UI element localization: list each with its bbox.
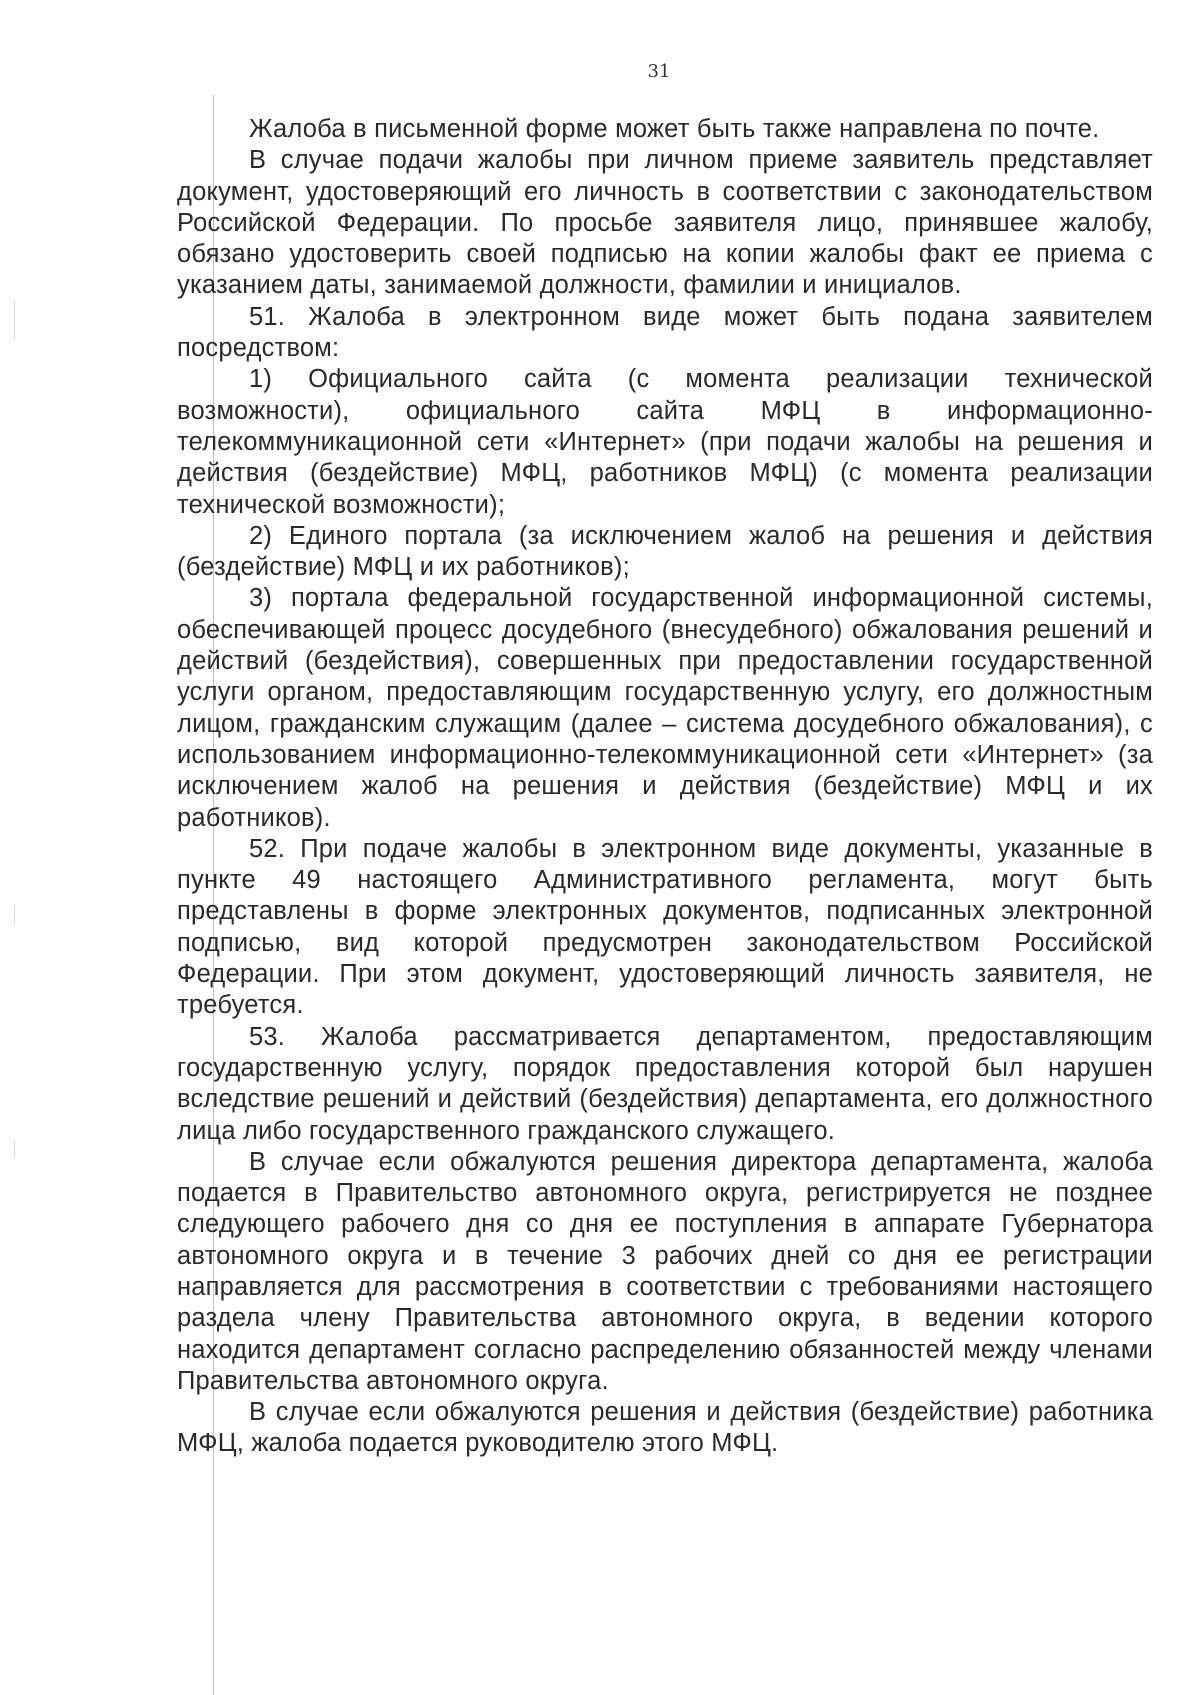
scan-edge-mark [14,1140,15,1158]
paragraph: В случае если обжалуются решения директора департамента, жалоба подается в Правительство автономного округа, регистрируется не позднее следующего рабочего дня со дня ее поступления в аппарате Губернатора автономного округа и в течение 3 рабочих дней со дня ее регистрации направляется для рассмотрения в соответствии с требованиями настоящего раздела члену Правительства автономного округа, в ведении которого находится департамент согласно распределению обязанностей между членами Правительства автономного округа. [177,1147,1153,1395]
paragraph: 51. Жалоба в электронном виде может быть подана заявителем посредством: [177,302,1153,363]
paragraph: Жалоба в письменной форме может быть также направлена по почте. [249,115,1100,143]
scan-edge-mark [14,905,15,925]
paragraph: 53. Жалоба рассматривается департаментом, предоставляющим государственную услугу, порядок предоставления которой был нарушен вследствие решений и действий (бездействия) департамента, его должностного лица либо государственного гражданского служащего. [177,1022,1153,1145]
paragraph: В случае подачи жалобы при личном приеме заявитель представляет документ, удостоверяющий его личность в соответствии с законодательством Российской Федерации. По просьбе заявителя лицо, принявшее жалобу, обязано удостоверить своей подписью на копии жалобы факт ее приема с указанием даты, занимаемой должности, фамилии и инициалов. [177,146,1153,300]
paragraph: 1) Официального сайта (с момента реализации технической возможности), официального сайта МФЦ в информационно-телекоммуникационной сети «Интернет» (при подачи жалобы на решения и действия (бездействие) МФЦ, работников МФЦ) (с момента реализации технической возможности); [177,365,1153,519]
paragraph: В случае если обжалуются решения и действия (бездействие) работника МФЦ, жалоба подается руководителю этого МФЦ. [177,1398,1153,1458]
scan-edge-mark [14,300,15,340]
document-body [177,114,1153,1460]
paragraph: 3) портала федеральной государственной информационной системы, обеспечивающей процесс досудебного (внесудебного) обжалования решений и действий (бездействия), совершенных при предоставлении государственной услуги органом, предоставляющим государственную услугу, его должностным лицом, гражданским служащим (далее – система досудебного обжалования), с использованием информационно-телекоммуникационной сети «Интернет» (за исключением жалоб на решения и действия (бездействие) МФЦ и их работников). [177,584,1153,832]
paragraph: 2) Единого портала (за исключением жалоб на решения и действия (бездействие) МФЦ и их работников); [177,521,1153,582]
page-number: 31 [647,61,671,82]
paragraph: 52. При подаче жалобы в электронном виде документы, указанные в пункте 49 настоящего Административного регламента, могут быть представлены в форме электронных документов, подписанных электронной подписью, вид которой предусмотрен законодательством Российской Федерации. При этом документ, удостоверяющий личность заявителя, не требуется. [177,834,1153,1020]
